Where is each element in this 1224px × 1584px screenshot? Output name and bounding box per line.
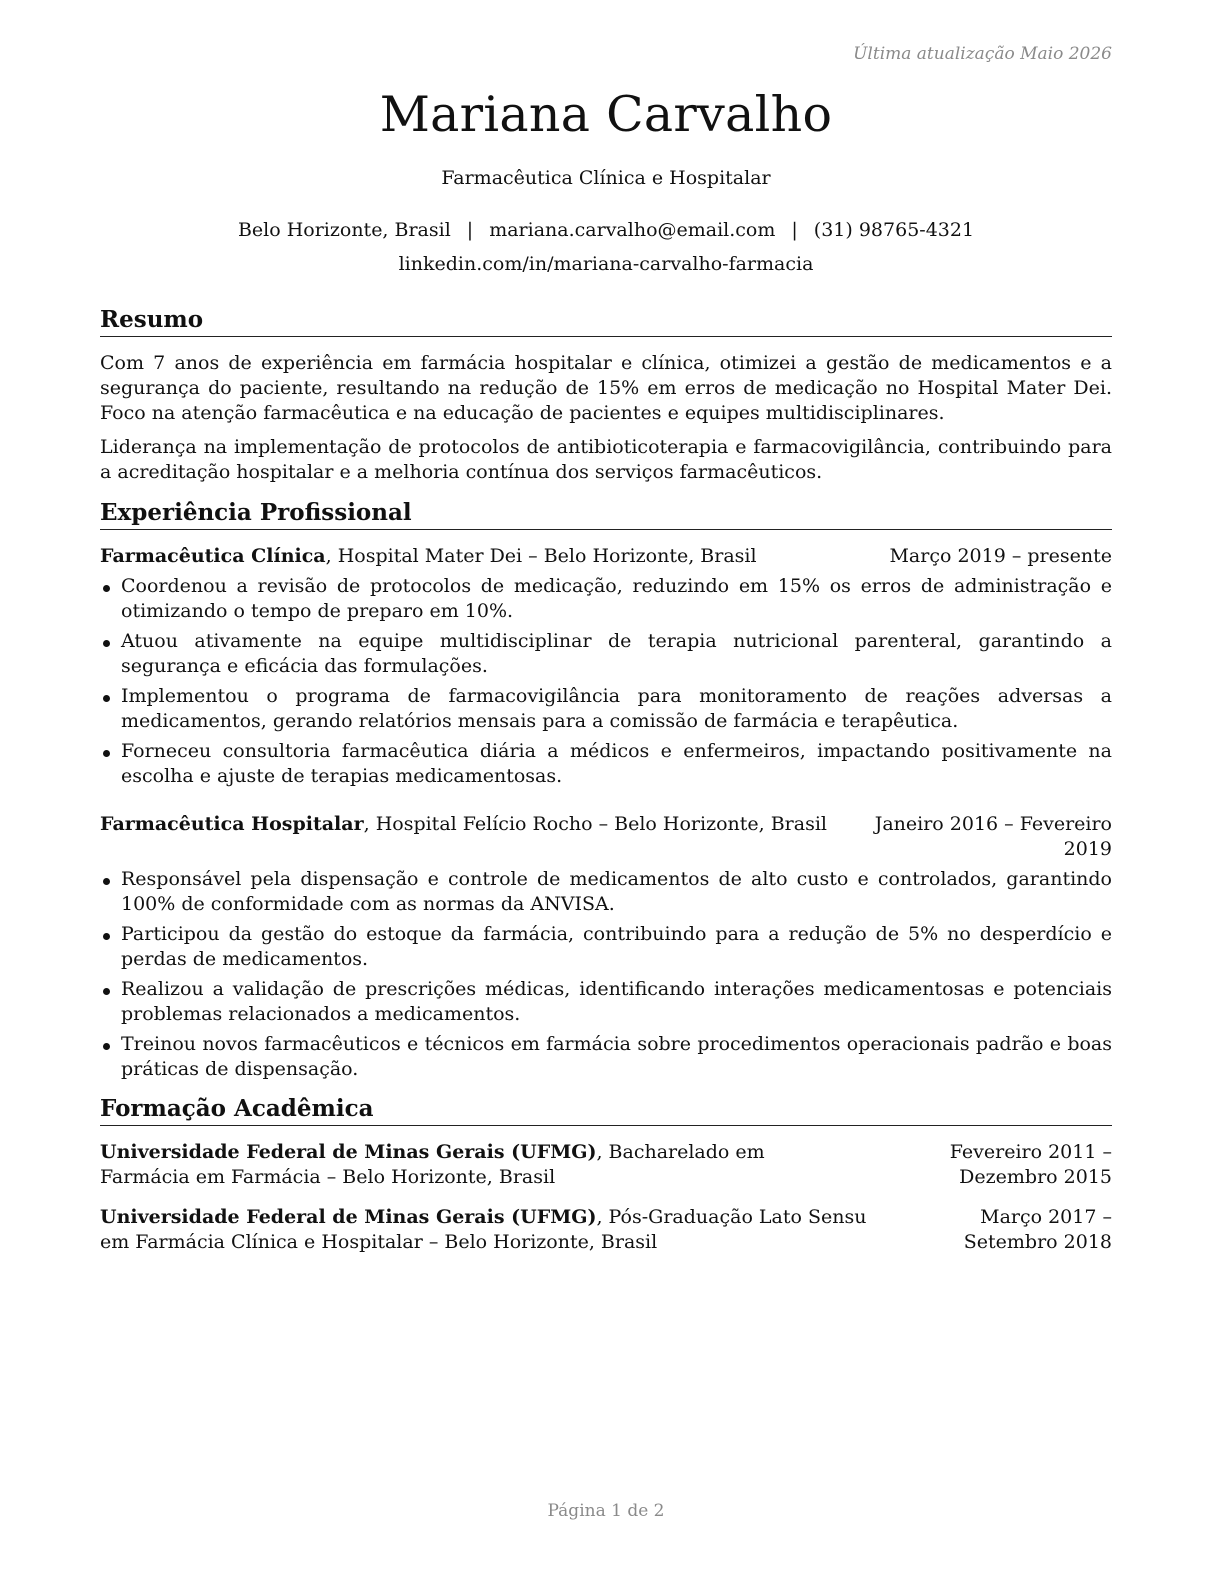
section-heading: Experiência Profissional [100, 498, 1112, 530]
list-item [100, 977, 1112, 1027]
contact-separator: | [466, 219, 474, 241]
bullet-icon [103, 933, 110, 940]
job-entry [100, 812, 1112, 1082]
page-number: Página 1 de 2 [547, 1501, 665, 1521]
education-detail: , Bacharelado em Farmácia em Farmácia – Belo Horizonte, Brasil [100, 1141, 765, 1188]
education-entry [100, 1205, 1112, 1255]
job-header [100, 812, 1112, 862]
bullet-text: Atuou ativamente na equipe multidisciplinar de terapia nutricional parenteral, garantindo a segurança e eficácia das formulações. [121, 630, 1112, 677]
bullet-icon [103, 695, 110, 702]
bullet-text: Participou da gestão do estoque da farmácia, contribuindo para a redução de 5% no desperdício e perdas de medicamentos. [121, 923, 1112, 970]
candidate-title: Farmacêutica Clínica e Hospitalar [441, 167, 771, 189]
last-updated: Última atualização Maio 2026 [853, 44, 1112, 64]
contact-line [100, 219, 1112, 241]
bullet-icon [103, 585, 110, 592]
job-entry [100, 544, 1112, 789]
bullet-text: Forneceu consultoria farmacêutica diária a médicos e enfermeiros, impactando positivamente na escolha e ajuste de terapias medicamentosas. [121, 740, 1112, 787]
bullet-icon [103, 1043, 110, 1050]
job-dates: Março 2019 – presente [889, 545, 1112, 567]
bullet-icon [103, 988, 110, 995]
education-dates: Março 2017 – Setembro 2018 [963, 1206, 1112, 1253]
bullet-icon [103, 878, 110, 885]
job-position [100, 544, 757, 569]
summary-section [100, 305, 1112, 485]
linkedin-link[interactable]: linkedin.com/in/mariana-carvalho-farmacia [398, 253, 814, 275]
education-info [100, 1140, 860, 1190]
education-dates: Fevereiro 2011 – Dezembro 2015 [949, 1141, 1112, 1188]
bullet-text: Implementou o programa de farmacovigilância para monitoramento de reações adversas a medicamentos, gerando relatórios mensais para a comissão de farmácia e terapêutica. [121, 685, 1112, 732]
list-item [100, 629, 1112, 679]
summary-paragraph: Com 7 anos de experiência em farmácia hospitalar e clínica, otimizei a gestão de medicamentos e a segurança do paciente, resultando na redução de 15% em erros de medicação no Hospital Mater Dei. Foco na atenção farmacêutica e na educação de pacientes e equipes multidisciplinares. [100, 352, 1112, 424]
job-org: , Hospital Mater Dei – Belo Horizonte, Brasil [325, 545, 757, 567]
education-info [100, 1205, 890, 1255]
bullet-text: Responsável pela dispensação e controle de medicamentos de alto custo e controlados, garantindo 100% de conformidade com as normas da ANVISA. [121, 868, 1112, 915]
section-heading: Formação Acadêmica [100, 1094, 1112, 1126]
list-item [100, 739, 1112, 789]
job-bullets [100, 867, 1112, 1082]
job-dates: Janeiro 2016 – Fevereiro 2019 [874, 813, 1112, 860]
summary-paragraph: Liderança na implementação de protocolos de antibioticoterapia e farmacovigilância, contribuindo para a acreditação hospitalar e a melhoria contínua dos serviços farmacêuticos. [100, 436, 1112, 483]
list-item [100, 574, 1112, 624]
resume-page [100, 0, 1112, 1584]
job-bullets [100, 574, 1112, 789]
education-school: Universidade Federal de Minas Gerais (UFMG) [100, 1206, 597, 1228]
education-school: Universidade Federal de Minas Gerais (UFMG) [100, 1141, 597, 1163]
contact-phone: (31) 98765-4321 [813, 219, 975, 241]
job-position [100, 812, 827, 862]
list-item [100, 684, 1112, 734]
education-section [100, 1094, 1112, 1255]
list-item [100, 922, 1112, 972]
job-role: Farmacêutica Hospitalar [100, 813, 364, 835]
education-entry [100, 1140, 1112, 1190]
bullet-icon [103, 750, 110, 757]
contact-separator: | [791, 219, 798, 241]
job-role: Farmacêutica Clínica [100, 545, 326, 567]
candidate-name: Mariana Carvalho [379, 86, 833, 143]
education-detail: , Pós-Graduação Lato Sensu em Farmácia Clínica e Hospitalar – Belo Horizonte, Brasil [100, 1206, 867, 1253]
list-item [100, 1032, 1112, 1082]
contact-email[interactable]: mariana.carvalho@email.com [489, 219, 776, 241]
bullet-text: Realizou a validação de prescrições médicas, identificando interações medicamentosas e potenciais problemas relacionados a medicamentos. [121, 978, 1112, 1025]
bullet-text: Treinou novos farmacêuticos e técnicos em farmácia sobre procedimentos operacionais padrão e boas práticas de dispensação. [121, 1033, 1112, 1080]
section-heading: Resumo [100, 305, 1112, 337]
job-header [100, 544, 1112, 569]
list-item [100, 867, 1112, 917]
bullet-text: Coordenou a revisão de protocolos de medicação, reduzindo em 15% os erros de administração e otimizando o tempo de preparo em 10%. [121, 575, 1112, 622]
job-org: , Hospital Felício Rocho – Belo Horizonte, Brasil [363, 813, 827, 835]
contact-location: Belo Horizonte, Brasil [237, 219, 451, 241]
bullet-icon [103, 640, 110, 647]
experience-section [100, 498, 1112, 1082]
